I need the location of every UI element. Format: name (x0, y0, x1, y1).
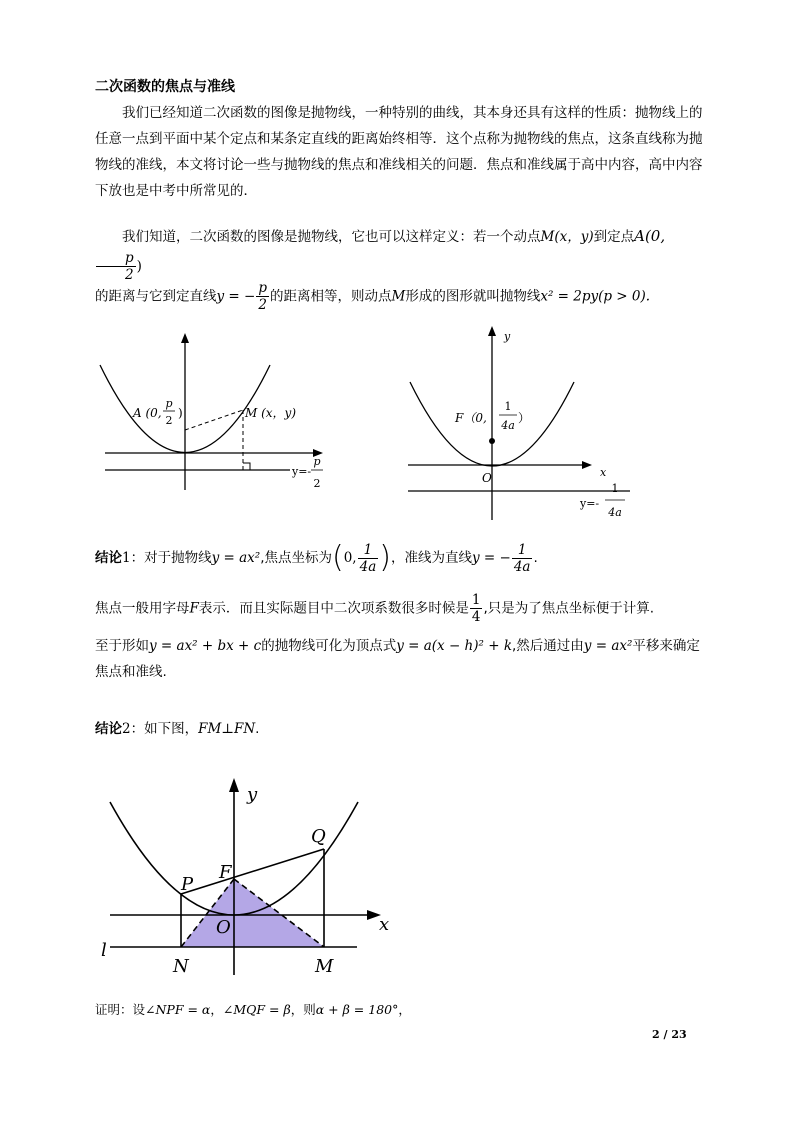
definition-text: 我们知道，二次函数的图像是抛物线，它也可以这样定义：若一个动点 (122, 229, 541, 245)
intro-paragraph: 我们已经知道二次函数的图像是抛物线，一种特别的曲线，其本身还具有这样的性质：抛物线上的任意一点到平面中某个定点和某条定直线的距离始终相等．这个点称为抛物线的焦点，这条直线称为抛物线的准线，本文将讨论一些与抛物线的焦点和准线相关的问题．焦点和准线属于高中内容，高中内容下放也是中考中所常见的． (95, 105, 703, 199)
fig2-focus-point (489, 438, 495, 444)
point-m: M (391, 288, 406, 305)
fig2-label-f: F（0, (455, 411, 487, 425)
fixed-point: A(0, (634, 227, 666, 245)
fig1-label-a-den: 2 (165, 414, 173, 427)
parabola-eq: x² = 2py(p > 0). (540, 288, 651, 305)
fig3-y-arrow-icon (229, 778, 239, 792)
fig2-label-y: y (504, 330, 511, 343)
directrix-eq: y = − (216, 288, 256, 305)
fig3-label-m: M (315, 956, 334, 977)
definition-text: 的距离相等，则动点 (270, 288, 392, 305)
definition-text: 的距离与它到定直线 (95, 288, 217, 305)
figure-parabola-definition (95, 325, 345, 500)
fig1-right-angle (243, 463, 250, 470)
fig2-label-origin: O (482, 471, 492, 485)
fig3-label-f: F (219, 862, 232, 883)
fig1-label-directrix: y=- (292, 465, 312, 478)
fig2-label-x: x (600, 466, 607, 479)
fraction-1-over-4: $\frac{1}{4}$ (471, 592, 481, 625)
proof-line: 证明：设∠NPF = α，∠MQF = β，则α + β = 180°， (95, 1002, 411, 1017)
fig3-label-p: P (181, 874, 194, 895)
definition-text: 形成的图形就叫抛物线 (405, 288, 541, 305)
fig3-label-l: l (101, 940, 107, 961)
page-title: 二次函数的焦点与准线 (95, 79, 235, 95)
fig2-label-dir-num: 1 (611, 482, 619, 495)
fraction-1-over-4a: $\frac{1}{4a}$ (359, 541, 377, 575)
fraction-p-over-2: $\frac{p}{2}$ (258, 280, 267, 313)
directrix-eq: y = − (471, 550, 511, 566)
fig1-label-a-num: p (165, 397, 173, 410)
fig1-distance (185, 410, 243, 430)
fig1-label-a: A (0, (133, 406, 162, 420)
conclusion-label: 结论 (95, 721, 122, 737)
fraction-1-over-4a: $\frac{1}{4a}$ (513, 541, 531, 575)
fig2-x-arrow-icon (582, 461, 592, 469)
fig2-y-arrow-icon (488, 326, 496, 336)
fig2-label-f-num: 1 (504, 400, 512, 413)
vertex-form-eq: y = a(x − h)² + k (396, 638, 512, 654)
figure-focus-directrix (400, 320, 650, 530)
fig3-label-x: x (379, 914, 390, 935)
fig2-label-dir-den: 4a (608, 506, 622, 519)
parabola-eq: y = ax² (211, 550, 261, 566)
definition-paragraph: 我们知道，二次函数的图像是抛物线，它也可以这样定义：若一个动点M(x，y)到定点A(0, $\frac{p}{2}$ ) (95, 223, 705, 283)
fig1-y-arrow-icon (181, 333, 189, 343)
definition-text: 到定点 (593, 229, 635, 245)
conclusion-2: 结论2：如下图，FM⊥FN. (95, 721, 260, 737)
fig3-label-q: Q (311, 826, 326, 847)
fig3-chord-pq (181, 849, 324, 894)
fig1-label-a-close: ) (178, 406, 183, 420)
definition-paragraph-cont (95, 280, 705, 313)
fig2-label-f-close: ） (518, 411, 531, 425)
fig2-label-f-den: 4a (501, 419, 515, 432)
fig3-label-o: O (216, 917, 231, 938)
figure-fm-perpendicular-fn (95, 770, 415, 980)
angle-mqf: ∠MQF = β (222, 1002, 291, 1017)
perpendicular-relation: FM⊥FN (198, 721, 256, 737)
fig1-label-dir-den: 2 (313, 477, 321, 490)
conclusion-label: 结论 (95, 550, 122, 566)
fig1-label-m: M (x，y) (245, 406, 297, 420)
fig3-label-n: N (173, 956, 189, 977)
standard-eq: y = ax² (583, 638, 633, 654)
page-number: 2 / 23 (652, 1028, 687, 1041)
angle-sum: α + β = 180° (315, 1002, 399, 1017)
angle-npf: ∠NPF = α (145, 1002, 211, 1017)
general-form-eq: y = ax² + bx + c (149, 638, 262, 654)
fig3-label-y: y (247, 784, 258, 805)
conclusion-1: 结论1：对于抛物线y = ax²,焦点坐标为(0, $\frac{1}{4a}$ )，准线为直线y = − $\frac{1}{4a}$ . (95, 540, 538, 575)
focus-note: 焦点一般用字母F表示．而且实际题目中二次项系数很多时候是 $\frac{1}{4}$ ,只是为了焦点坐标便于计算. (95, 592, 655, 625)
vertex-note: 至于形如y = ax² + bx + c的抛物线可化为顶点式y = a(x − h)² + k,然后通过由y = ax²平移来确定焦点和准线. (95, 638, 700, 680)
fig1-label-dir-num: p (313, 455, 321, 468)
fig2-label-directrix: y=- (580, 497, 600, 510)
fraction-p-over-2: $\frac{p}{2}$ (96, 250, 136, 283)
moving-point: M(x，y) (540, 229, 594, 245)
